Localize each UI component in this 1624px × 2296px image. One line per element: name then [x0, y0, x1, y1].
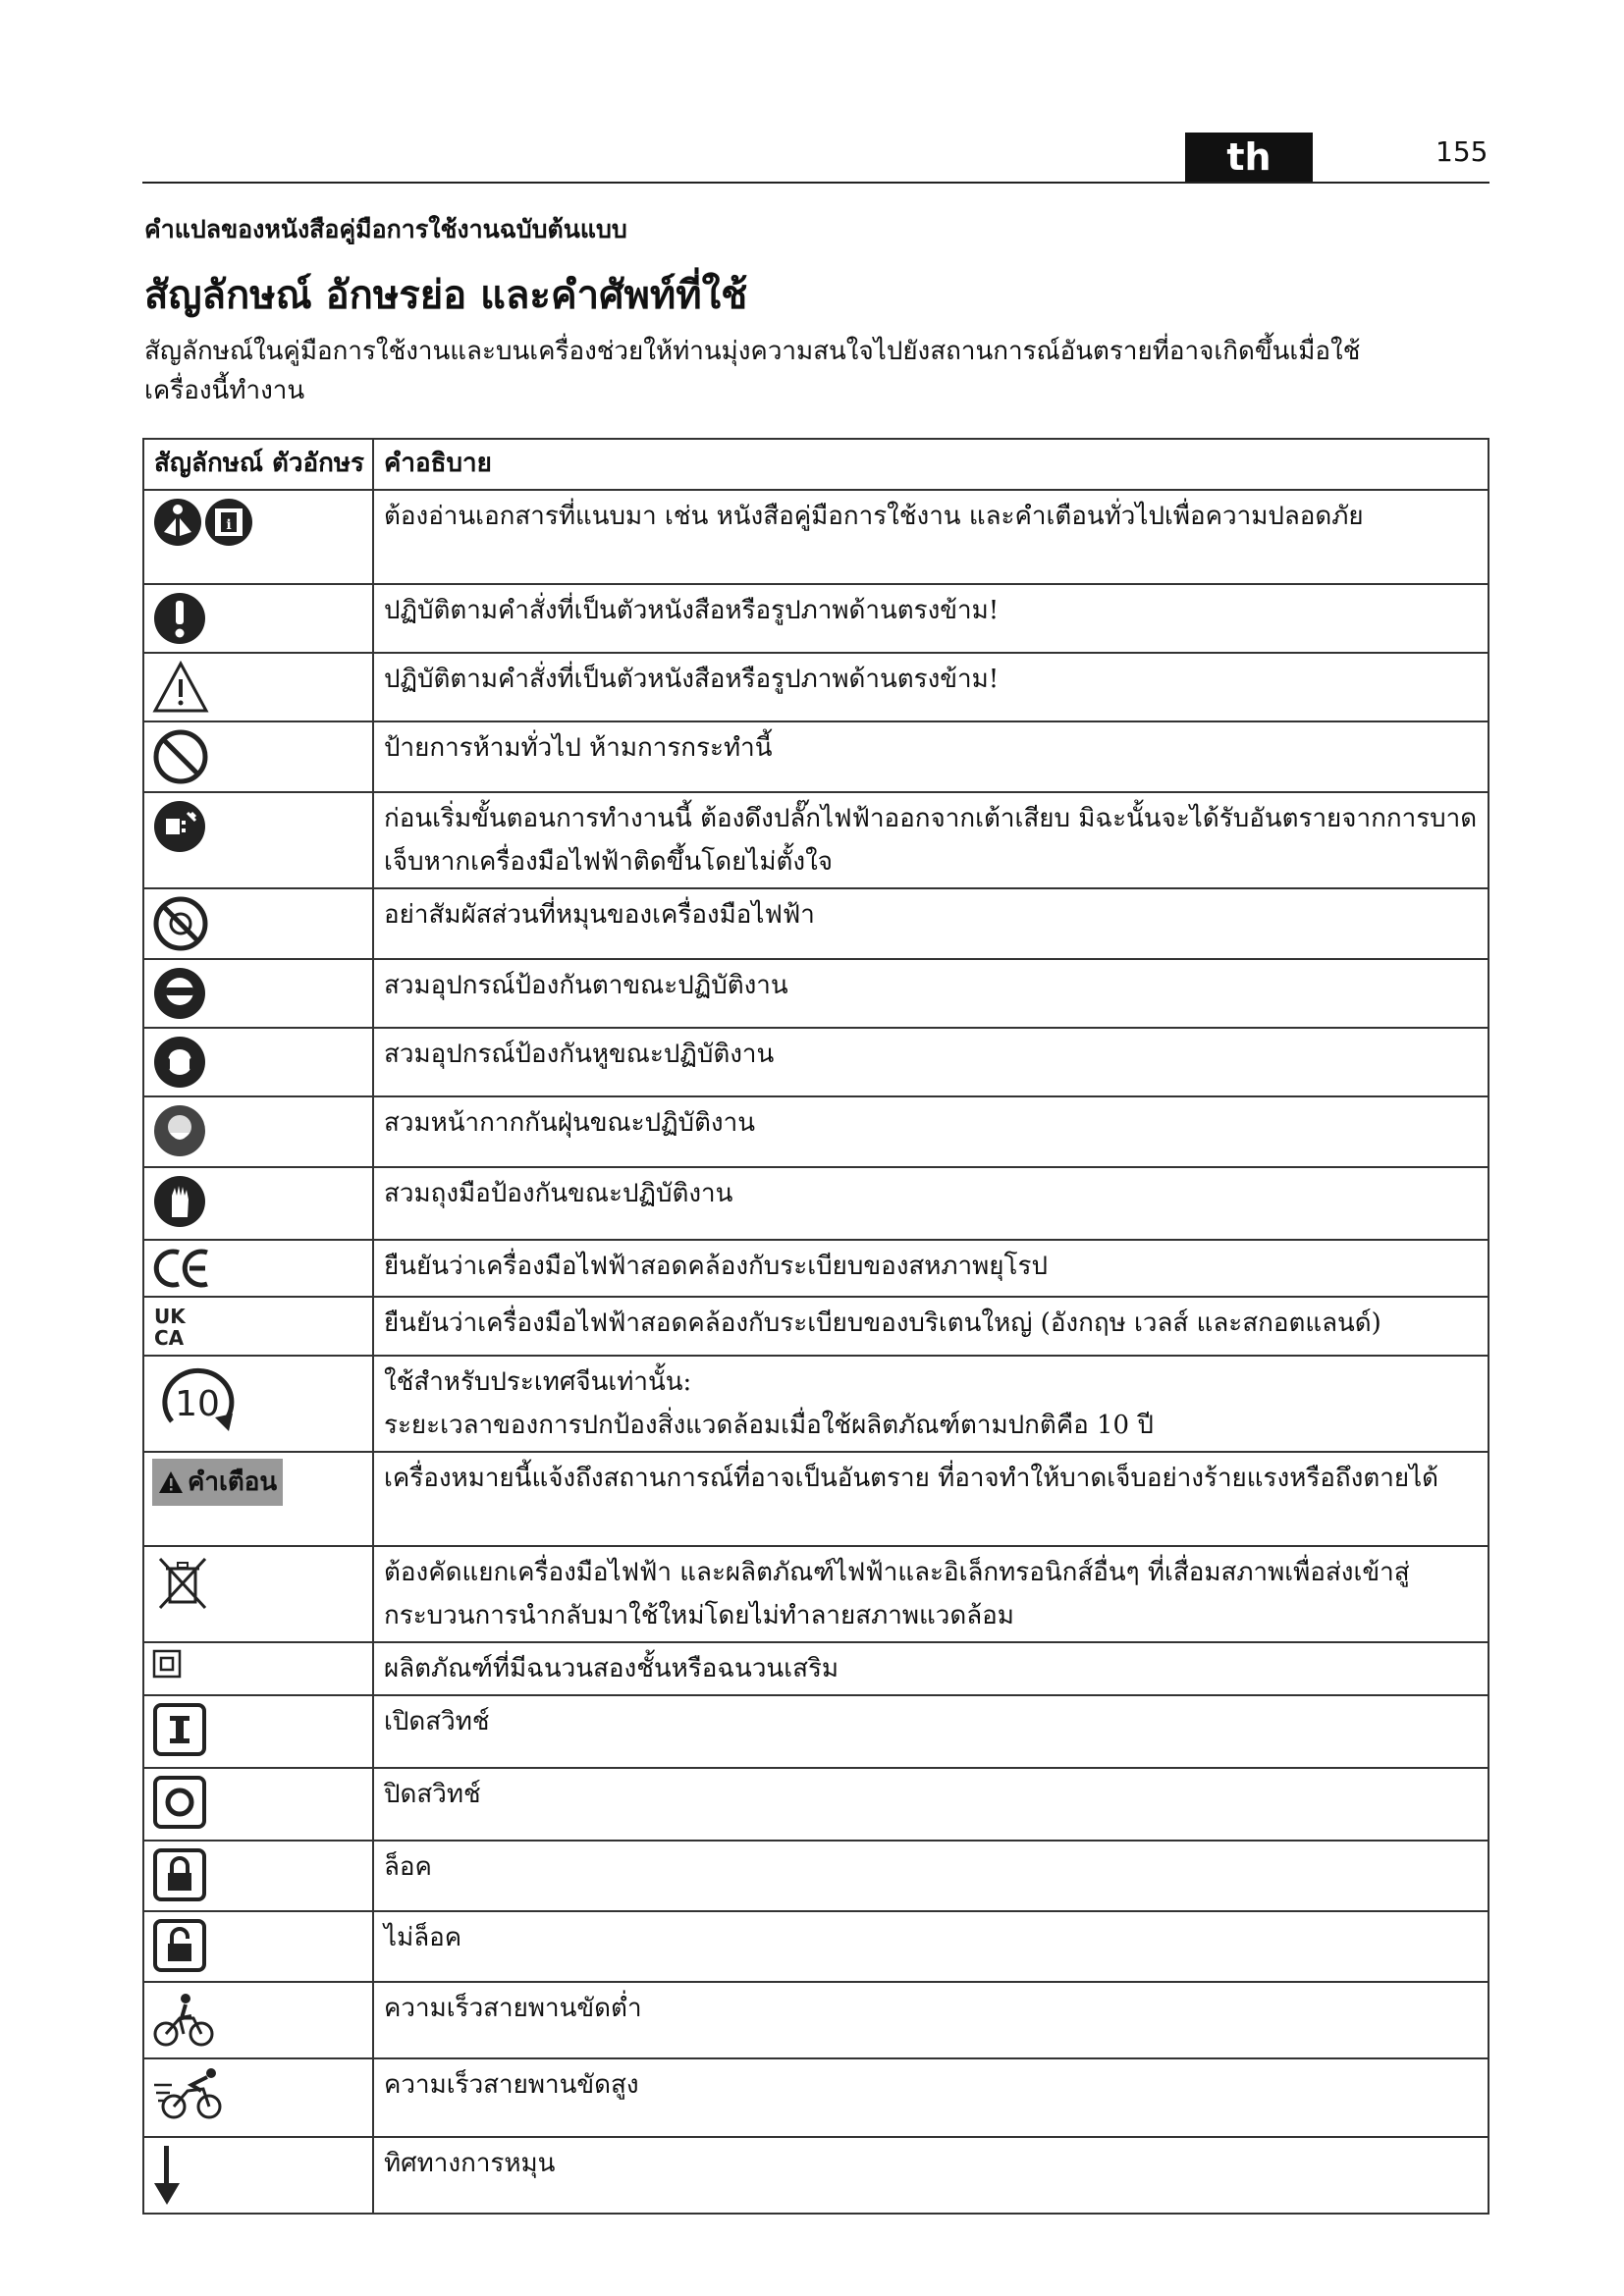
- ear-protection-icon: [152, 1035, 207, 1090]
- slow-bicycle-icon: [152, 1989, 215, 2050]
- row-description: สวมอุปกรณ์ป้องกันหูขณะปฏิบัติงาน: [373, 1028, 1489, 1096]
- switch-off-icon: [152, 1775, 207, 1830]
- double-insulation-icon: [152, 1649, 182, 1679]
- switch-on-icon: [152, 1702, 207, 1757]
- dust-mask-icon: [152, 1103, 207, 1158]
- unplug-icon: [152, 799, 207, 854]
- china-10-icon: [152, 1362, 244, 1445]
- gloves-icon: [152, 1174, 207, 1229]
- row-description: อย่าสัมผัสส่วนที่หมุนของเครื่องมือไฟฟ้า: [373, 888, 1489, 959]
- page-title: สัญลักษณ์ อักษรย่อ และคำศัพท์ที่ใช้: [144, 272, 748, 318]
- eye-protection-icon: [152, 966, 207, 1021]
- table-row: [143, 490, 1489, 584]
- row-description-line: ใช้สำหรับประเทศจีนเท่านั้น:: [384, 1367, 692, 1397]
- warning-badge-icon: [158, 1470, 184, 1494]
- row-description: ล็อค: [373, 1841, 1489, 1911]
- read-manual-icon: [152, 497, 254, 548]
- svg-text:CA: CA: [154, 1326, 185, 1349]
- table-row: [143, 888, 1489, 959]
- table-row: [143, 1982, 1489, 2058]
- row-description: ความเร็วสายพานขัดต่ำ: [373, 1982, 1489, 2058]
- table-row: [143, 1356, 1489, 1452]
- table-row: [143, 959, 1489, 1028]
- svg-text:i: i: [226, 517, 232, 533]
- unlock-icon: [152, 1918, 207, 1973]
- table-row: [143, 721, 1489, 792]
- table-row: [143, 1167, 1489, 1240]
- row-description: เครื่องหมายนี้แจ้งถึงสถานการณ์ที่อาจเป็นอันตราย ที่อาจทำให้บาดเจ็บอย่างร้ายแรงหรือถึงตายได้: [373, 1452, 1489, 1546]
- row-description: ยืนยันว่าเครื่องมือไฟฟ้าสอดคล้องกับระเบียบของบริเตนใหญ่ (อังกฤษ เวลส์ และสกอตแลนด์): [373, 1297, 1489, 1356]
- table-row: [143, 1768, 1489, 1841]
- row-description: ไม่ล็อค: [373, 1911, 1489, 1982]
- row-description: เปิดสวิทช์: [373, 1695, 1489, 1768]
- svg-text:10: 10: [175, 1384, 220, 1424]
- lock-icon: [152, 1847, 207, 1902]
- intro-paragraph: สัญลักษณ์ในคู่มือการใช้งานและบนเครื่องช่วยให้ท่านมุ่งความสนใจไปยังสถานการณ์อันตรายที่อาจเกิดขึ้นเมื่อใช้เครื่องนี้ทำงาน: [144, 337, 1361, 405]
- row-description: ป้ายการห้ามทั่วไป ห้ามการกระทำนี้: [373, 721, 1489, 792]
- table-row: [143, 1028, 1489, 1096]
- header-symbol: สัญลักษณ์ ตัวอักษร: [143, 439, 373, 490]
- row-description: สวมหน้ากากกันฝุ่นขณะปฏิบัติงาน: [373, 1096, 1489, 1167]
- table-row: [143, 2137, 1489, 2214]
- rotation-arrow-icon: [152, 2144, 182, 2207]
- row-description: สวมอุปกรณ์ป้องกันตาขณะปฏิบัติงาน: [373, 959, 1489, 1028]
- row-description: ผลิตภัณฑ์ที่มีฉนวนสองชั้นหรือฉนวนเสริม: [373, 1642, 1489, 1695]
- section-subtitle: คำแปลของหนังสือคู่มือการใช้งานฉบับต้นแบบ: [144, 215, 627, 243]
- no-touch-rotating-icon: [152, 895, 209, 952]
- row-description: ปิดสวิทช์: [373, 1768, 1489, 1841]
- table-row: [143, 792, 1489, 888]
- page-number: 155: [1435, 135, 1489, 168]
- row-description: ความเร็วสายพานขัดสูง: [373, 2058, 1489, 2137]
- table-row: [143, 1096, 1489, 1167]
- table-row: [143, 1911, 1489, 1982]
- table-row: [143, 1240, 1489, 1297]
- table-row: [143, 653, 1489, 721]
- language-tab: th: [1185, 133, 1313, 182]
- fast-bicycle-icon: [152, 2065, 227, 2122]
- row-description: ปฏิบัติตามคำสั่งที่เป็นตัวหนังสือหรือรูปภาพด้านตรงข้าม!: [373, 653, 1489, 721]
- row-description: ต้องอ่านเอกสารที่แนบมา เช่น หนังสือคู่มือการใช้งาน และคำเตือนทั่วไปเพื่อความปลอดภัย: [373, 490, 1489, 584]
- warning-triangle-icon: [152, 660, 209, 715]
- mandatory-action-icon: [152, 591, 207, 646]
- row-description: ทิศทางการหมุน: [373, 2137, 1489, 2214]
- row-description: ต้องคัดแยกเครื่องมือไฟฟ้า และผลิตภัณฑ์ไฟฟ้าและอิเล็กทรอนิกส์อื่นๆ ที่เสื่อมสภาพเพื่อส่งเข้าสู่กระบวนการนำกลับมาใช้ใหม่โดยไม่ทำลายสภาพแวดล้อม: [373, 1546, 1489, 1642]
- table-row: [143, 1297, 1489, 1356]
- row-description: ปฏิบัติตามคำสั่งที่เป็นตัวหนังสือหรือรูปภาพด้านตรงข้าม!: [373, 584, 1489, 653]
- table-row: [143, 584, 1489, 653]
- table-header-row: [143, 439, 1489, 490]
- header-description: คำอธิบาย: [373, 439, 1489, 490]
- row-description-line: ระยะเวลาของการปกป้องสิ่งแวดล้อมเมื่อใช้ผลิตภัณฑ์ตามปกติคือ 10 ปี: [384, 1411, 1154, 1440]
- table-row: [143, 1841, 1489, 1911]
- table-row: [143, 1546, 1489, 1642]
- warning-badge-label: คำเตือน: [188, 1468, 278, 1497]
- ukca-mark-icon: [152, 1304, 195, 1349]
- svg-text:UK: UK: [154, 1305, 186, 1328]
- table-row: [143, 1452, 1489, 1546]
- symbols-table: [142, 438, 1489, 2215]
- weee-bin-icon: [152, 1553, 213, 1614]
- prohibition-icon: [152, 728, 209, 785]
- table-row: [143, 1695, 1489, 1768]
- row-description: สวมถุงมือป้องกันขณะปฏิบัติงาน: [373, 1167, 1489, 1240]
- ce-mark-icon: [152, 1247, 213, 1290]
- warning-badge: [152, 1459, 283, 1506]
- table-row: [143, 1642, 1489, 1695]
- row-description: ก่อนเริ่มขั้นตอนการทำงานนี้ ต้องดึงปลั๊กไฟฟ้าออกจากเต้าเสียบ มิฉะนั้นจะได้รับอันตรายจากการบาดเจ็บหากเครื่องมือไฟฟ้าติดขึ้นโดยไม่ตั้งใจ: [373, 792, 1489, 888]
- row-description: ยืนยันว่าเครื่องมือไฟฟ้าสอดคล้องกับระเบียบของสหภาพยุโรป: [373, 1240, 1489, 1297]
- table-row: [143, 2058, 1489, 2137]
